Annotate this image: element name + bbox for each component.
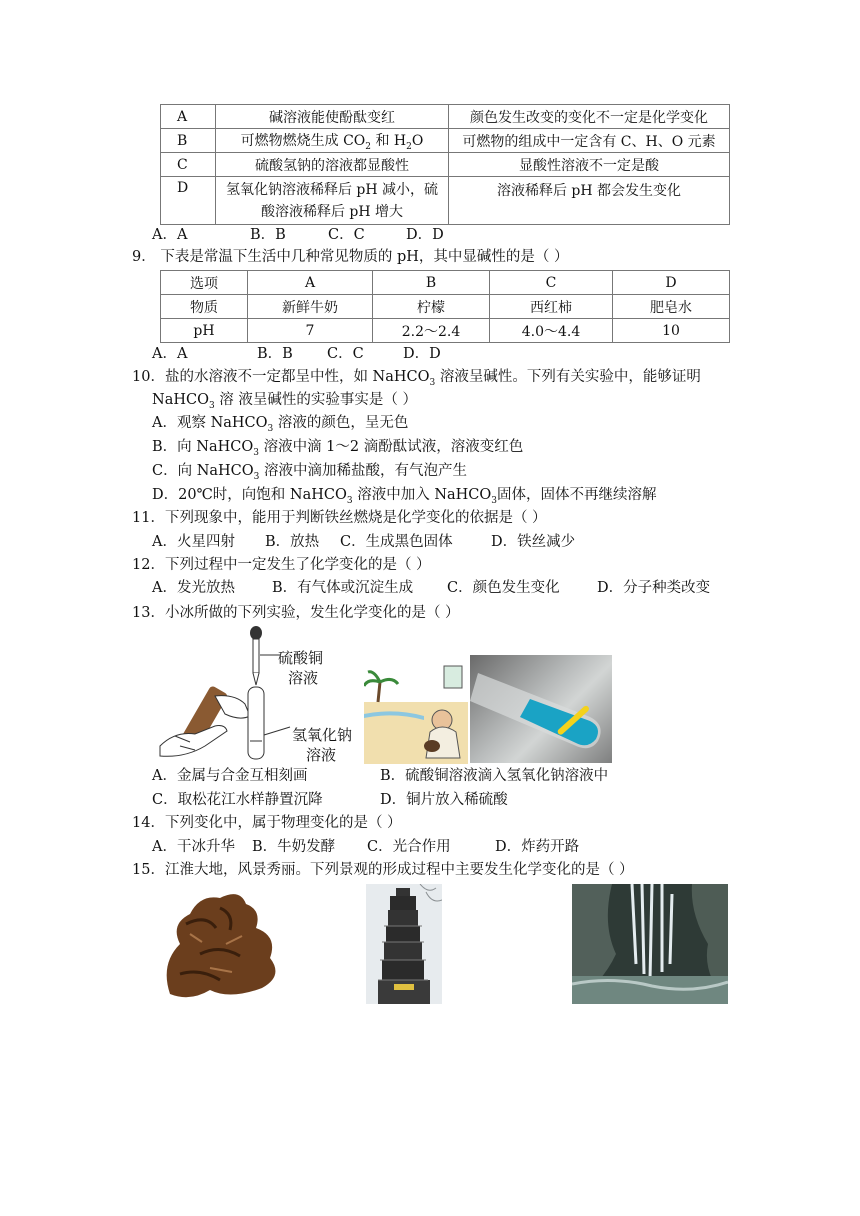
q8-row-right: 显酸性溶液不一定是酸 (449, 153, 730, 177)
q8-row-right: 可燃物的组成中一定含有 C、H、O 元素 (449, 129, 730, 153)
q9-cell: 7 (248, 319, 373, 343)
waterfall-cave-picture (572, 884, 728, 1004)
q14-options (152, 837, 579, 857)
cuso4-label: 硫酸铜 溶液 (278, 649, 324, 687)
q8-row-key: D (161, 177, 216, 225)
q12-stem: 12．下列过程中一定发生了化学变化的是（ ） (132, 557, 431, 573)
option-c: C．C (328, 227, 365, 243)
q8-row-key: A (161, 105, 216, 129)
q9-cell: 新鲜牛奶 (248, 295, 373, 319)
q8-row-right: 溶液稀释后 pH 都会发生变化 (449, 177, 730, 225)
option-a: A．金属与合金互相刻画 (152, 768, 308, 784)
q9-cell: pH (161, 319, 248, 343)
q8-row-key: C (161, 153, 216, 177)
q9-cell: 西红柿 (490, 295, 613, 319)
q9-header-cell: 选项 (161, 271, 248, 295)
q9-cell: 2.2～2.4 (373, 319, 490, 343)
option-c: C．光合作用 (367, 839, 451, 855)
option-d: D．铜片放入稀硫酸 (380, 792, 508, 808)
option-b: B．牛奶发酵 (252, 839, 336, 855)
q11-stem: 11．下列现象中，能用于判断铁丝燃烧是化学变化的依据是（ ） (132, 510, 547, 526)
q10-option-c: C．向 NaHCO$_3$ 溶液中滴加稀盐酸，有气泡产生 (152, 463, 468, 482)
q13-options-row1 (152, 766, 608, 786)
option-a: A．火星四射 (152, 534, 235, 550)
option-c: C．颜色发生变化 (447, 580, 560, 596)
copper-test-tube-picture (470, 655, 612, 763)
naoh-label: 氢氧化钠 溶液 (292, 726, 353, 764)
option-b: B．硫酸铜溶液滴入氢氧化钠溶液中 (380, 768, 609, 784)
option-a: A．干冰升华 (152, 839, 235, 855)
q12-options (152, 578, 710, 598)
option-d: D．D (403, 346, 441, 362)
q9-header-cell: D (613, 271, 730, 295)
option-d: D．炸药开路 (495, 839, 580, 855)
q8-options (152, 225, 444, 245)
q13-stem: 13．小冰所做的下列实验，发生化学变化的是（ ） (132, 605, 460, 621)
q9-cell: 物质 (161, 295, 248, 319)
q10-stem-line2: NaHCO$_3$ 溶 液呈碱性的实验事实是（ ） (152, 392, 418, 411)
q10-option-d: D．20℃时，向饱和 NaHCO$_3$ 溶液中加入 NaHCO$_3$固体，固体不再继续溶解 (152, 487, 657, 506)
q8-row-left: 可燃物燃烧生成 $CO_2$ 和 $H_2O$ (216, 129, 449, 153)
option-c: C．取松花江水样静置沉降 (152, 792, 323, 808)
river-sampling-picture (364, 662, 468, 764)
option-b: B．有气体或沉淀生成 (272, 580, 414, 596)
option-a: A．A (152, 346, 188, 362)
option-b: B．B (250, 227, 286, 243)
q10-stem-line1: 10．盐的水溶液不一定都呈中性，如 NaHCO$_3$ 溶液呈碱性。下列有关实验中，能够证明 (132, 369, 701, 388)
q8-row-left: 碱溶液能使酚酞变红 (216, 105, 449, 129)
q14-stem: 14．下列变化中，属于物理变化的是（ ） (132, 815, 402, 831)
q11-options (152, 532, 575, 552)
q8-table (160, 104, 730, 225)
q9-cell: 10 (613, 319, 730, 343)
q9-options (152, 344, 441, 364)
q9-header-cell: B (373, 271, 490, 295)
option-b: B．放热 (265, 534, 320, 550)
option-b: B．B (257, 346, 293, 362)
option-d: D．D (406, 227, 444, 243)
option-d: D．分子种类改变 (597, 580, 711, 596)
option-a: A．A (152, 227, 188, 243)
q9-cell: 肥皂水 (613, 295, 730, 319)
q9-table (160, 270, 730, 343)
q9-cell: 4.0～4.4 (490, 319, 613, 343)
q10-option-a: A．观察 NaHCO$_3$ 溶液的颜色，呈无色 (152, 415, 409, 434)
option-d: D．铁丝减少 (491, 534, 576, 550)
q8-row-right: 颜色发生改变的变化不一定是化学变化 (449, 105, 730, 129)
q8-row-left: 氢氧化钠溶液稀释后 pH 减小，硫 酸溶液稀释后 pH 增大 (216, 177, 449, 225)
option-c: C．生成黑色固体 (340, 534, 453, 550)
option-c: C．C (327, 346, 364, 362)
root-carving-picture (150, 884, 292, 1004)
q15-stem: 15．江淮大地，风景秀丽。下列景观的形成过程中主要发生化学变化的是（ ） (132, 862, 634, 878)
q10-option-b: B．向 NaHCO$_3$ 溶液中滴 1～2 滴酚酞试液，溶液变红色 (152, 439, 524, 458)
q9-stem: 9． 下表是常温下生活中几种常见物质的 pH，其中显碱性的是（ ） (132, 249, 569, 265)
q8-row-key: B (161, 129, 216, 153)
q9-header-cell: A (248, 271, 373, 295)
option-a: A．发光放热 (152, 580, 235, 596)
q13-options-row2 (152, 790, 508, 810)
q9-header-cell: C (490, 271, 613, 295)
q8-row-left: 硫酸氢钠的溶液都显酸性 (216, 153, 449, 177)
pagoda-picture (366, 884, 442, 1004)
q9-cell: 柠檬 (373, 295, 490, 319)
